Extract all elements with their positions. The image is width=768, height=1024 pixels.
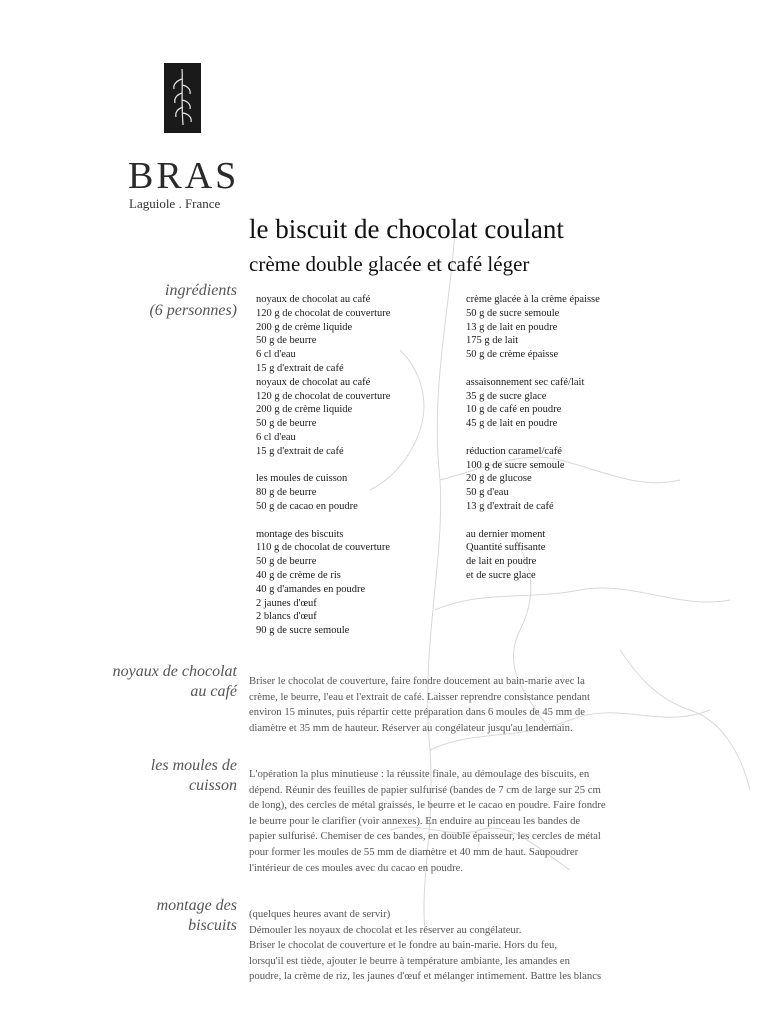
ingredient-line: crème glacée à la crème épaisse — [466, 294, 600, 305]
ingredient-line: 50 g de beurre — [256, 335, 317, 347]
ingredient-line: 15 g d'extrait de café — [256, 362, 344, 374]
ingredient-line — [466, 514, 600, 528]
ingredients-right-column — [466, 293, 600, 583]
paragraph-line: L'opération la plus minutieuse : la réussite finale, au démoulage des biscuits, en — [249, 768, 590, 780]
section-label-moules: les moules de cuisson — [150, 757, 237, 794]
ingredient-line: réduction caramel/café — [466, 445, 562, 457]
ingredient-line: 50 g de beurre — [256, 418, 317, 430]
recipe-title: le biscuit de chocolat coulant — [249, 214, 564, 244]
ingredient-line: 10 g de café en poudre — [466, 404, 562, 416]
ingredient-line: 110 g de chocolat de couverture — [256, 542, 391, 554]
section-label-montage: montage des biscuits — [156, 897, 237, 934]
ingredient-line: 2 blancs d'œuf — [256, 611, 317, 623]
paragraph-line: environ 15 minutes, puis répartir cette préparation dans 6 moules de 45 mm de — [249, 706, 585, 719]
paragraph-line: l'intérieur de ces moules avec du cacao en poudre. — [249, 861, 464, 874]
ingredient-line: les moules de cuisson — [256, 473, 348, 485]
ingredient-line: 80 g de beurre — [256, 487, 317, 499]
ingredient-line: Quantité suffisante — [466, 542, 546, 554]
ingredient-line: 13 g d'extrait de café — [466, 500, 554, 512]
ingredient-line: 120 g de chocolat de couverture — [256, 390, 391, 402]
paragraph-moules — [249, 767, 669, 876]
ingredient-line: 50 g de beurre — [256, 556, 317, 568]
ingredient-line: 50 g de cacao en poudre — [256, 500, 358, 512]
ingredient-line — [256, 514, 390, 528]
plant-logo-icon — [164, 63, 201, 133]
ingredient-line — [466, 431, 600, 445]
ingredient-line: noyaux de chocolat au café — [256, 376, 371, 388]
recipe-subtitle: crème double glacée et café léger — [249, 252, 530, 276]
ingredient-line: 200 g de crème liquide — [256, 321, 353, 333]
brand-location: Laguiole . France — [129, 196, 221, 211]
ingredient-line: 6 cl d'eau — [256, 431, 296, 443]
ingredient-line: 45 g de lait en poudre — [466, 418, 558, 430]
ingredient-line — [256, 459, 390, 473]
ingredient-line: 40 g de crème de ris — [256, 569, 341, 581]
brand-name: BRAS — [128, 155, 240, 197]
ingredient-line: assaisonnement sec café/lait — [466, 376, 585, 388]
ingredient-line: 20 g de glucose — [466, 473, 532, 485]
paragraph-line: diamètre et 35 mm de hauteur. Réserver au congélateur jusqu'au lendemain. — [249, 721, 573, 734]
ingredient-line: 100 g de sucre semoule — [466, 459, 565, 471]
paragraph-line: le beurre pour le clarifier (voir annexes). En enduire au pinceau les bandes de — [249, 814, 581, 827]
ingredient-line: 6 cl d'eau — [256, 349, 296, 361]
ingredient-line: 90 g de sucre semoule — [256, 625, 350, 637]
ingredient-line: 120 g de chocolat de couverture — [256, 307, 391, 319]
ingredient-line: de lait en poudre — [466, 556, 537, 568]
ingredient-line: 175 g de lait — [466, 335, 519, 347]
ingredient-line: et de sucre glace — [466, 569, 536, 581]
ingredient-line: 35 g de sucre glace — [466, 390, 547, 402]
ingredient-line: 200 g de crème liquide — [256, 404, 353, 416]
paragraph-noyaux — [249, 674, 669, 736]
paragraph-line: lorsqu'il est tiède, ajouter le beurre à température ambiante, les amandes en — [249, 954, 570, 967]
paragraph-line: Démouler les noyaux de chocolat et les réserver au congélateur. — [249, 923, 522, 936]
ingredient-line: noyaux de chocolat au café — [256, 294, 371, 305]
ingredient-line: 40 g d'amandes en poudre — [256, 583, 366, 595]
ingredient-line: au dernier moment — [466, 528, 546, 540]
ingredient-line: 50 g de crème épaisse — [466, 349, 559, 361]
logo — [164, 63, 201, 133]
ingredient-line: 2 jaunes d'œuf — [256, 597, 317, 609]
ingredients-left-column — [256, 293, 390, 638]
paragraph-montage — [249, 907, 669, 985]
paragraph-line: poudre, la crème de riz, les jaunes d'œuf et mélanger intimement. Battre les blancs — [249, 970, 602, 983]
ingredient-line: 50 g de sucre semoule — [466, 307, 560, 319]
paragraph-line: Briser le chocolat de couverture, faire fondre doucement au bain-marie avec la — [249, 675, 585, 687]
section-label-ingredients: ingrédients (6 personnes) — [149, 282, 237, 319]
paragraph-line: papier sulfurisé. Chemiser de ces bandes, en double épaisseur, les cercles de métal — [249, 830, 601, 843]
paragraph-line: dépend. Réunir des feuilles de papier sulfurisé (bandes de 7 cm de large sur 25 cm — [249, 783, 601, 796]
paragraph-line: crème, le beurre, l'eau et l'extrait de café. Laisser reprendre consistance pendant — [249, 690, 590, 703]
paragraph-line: (quelques heures avant de servir) — [249, 908, 391, 920]
ingredient-line: 13 g de lait en poudre — [466, 321, 558, 333]
ingredient-line: montage des biscuits — [256, 528, 344, 540]
paragraph-line: Briser le chocolat de couverture et le fondre au bain-marie. Hors du feu, — [249, 939, 558, 952]
ingredient-line: 50 g d'eau — [466, 487, 509, 499]
ingredient-line: 15 g d'extrait de café — [256, 445, 344, 457]
ingredient-line — [466, 362, 600, 376]
paragraph-line: pour former les moules de 55 mm de diamètre et 40 mm de haut. Saupoudrer — [249, 845, 579, 858]
paragraph-line: de long), des cercles de métal graissés, le beurre et le cacao en poudre. Faire fondre — [249, 799, 606, 812]
section-label-noyaux: noyaux de chocolat au café — [112, 663, 237, 700]
